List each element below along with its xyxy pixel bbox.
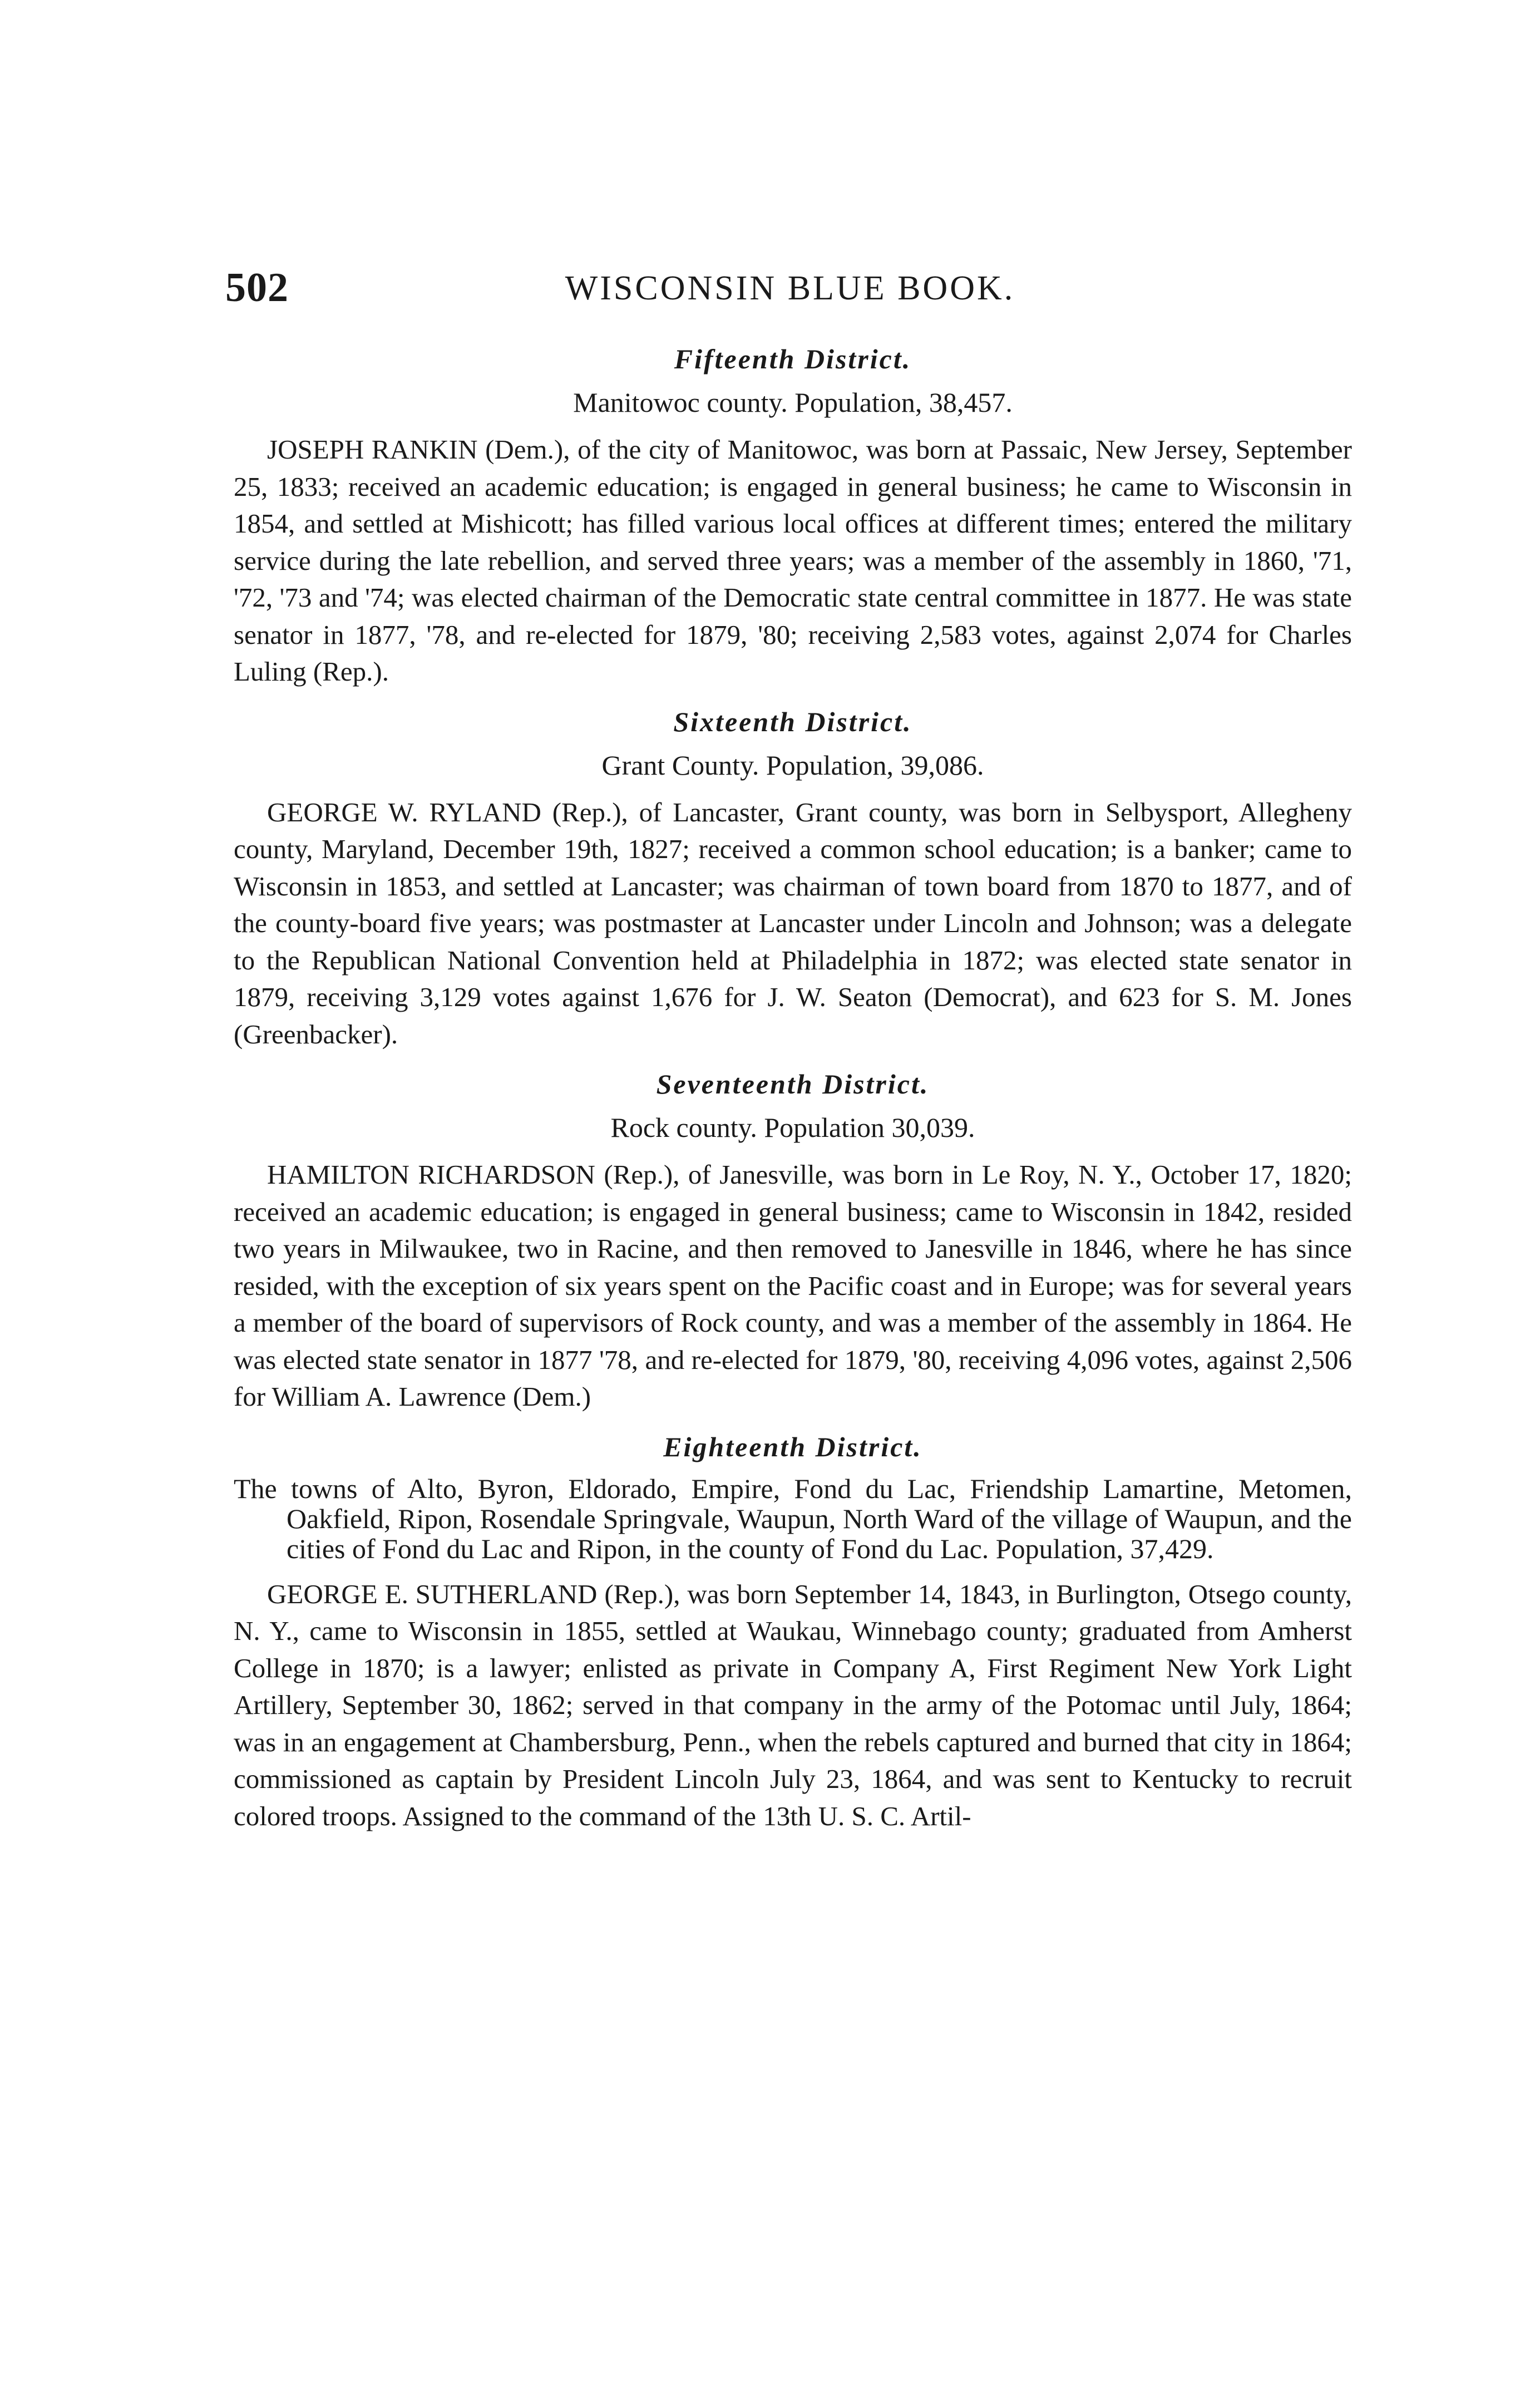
district-heading: Fifteenth District.: [674, 343, 912, 375]
district-heading: Seventeenth District.: [656, 1068, 930, 1100]
running-head: [225, 264, 1355, 314]
district-section-sixteenth: [234, 705, 1352, 1053]
district-population: Rock county. Population 30,039.: [610, 1112, 975, 1143]
senator-biography: HAMILTON RICHARDSON (Rep.), of Janesville, was born in Le Roy, N. Y., October 17, 1820; received an academic education; is engaged in general business; came to Wisconsin in 1842, resided two years in Milwaukee, two in Racine, and then removed to Janesville in 1846, where he has since resided, with the exception of six years spent on the Pacific coast and in Europe; was for several years a member of the board of supervisors of Rock county, and was a member of the assembly in 1864. He was elected state senator in 1877 '78, and re-elected for 1879, '80, receiving 4,096 votes, against 2,506 for William A. Lawrence (Dem.): [234, 1159, 1352, 1412]
district-section-seventeenth: [234, 1067, 1352, 1416]
district-population: Grant County. Population, 39,086.: [601, 749, 984, 781]
page-content: [234, 342, 1352, 1849]
page-number: 502: [225, 265, 289, 311]
district-section-fifteenth: [234, 342, 1352, 691]
district-heading: Eighteenth District.: [663, 1431, 922, 1462]
district-population: The towns of Alto, Byron, Eldorado, Empire, Fond du Lac, Friendship Lamartine, Metomen, Oakfield, Ripon, Rosendale Springvale, Waupun, North Ward of the village of Waupun, and the cities of Fond du Lac and Ripon, in the county of Fond du Lac. Population, 37,429.: [234, 1472, 1352, 1564]
district-population: Manitowoc county. Population, 38,457.: [573, 387, 1013, 418]
senator-biography: GEORGE W. RYLAND (Rep.), of Lancaster, Grant county, was born in Selbysport, Allegheny county, Maryland, December 19th, 1827; received a common school education; is a banker; came to Wisconsin in 1853, and settled at Lancaster; was chairman of town board from 1870 to 1877, and of the county-board five years; was postmaster at Lancaster under Lincoln and Johnson; was a delegate to the Republican National Convention held at Philadelphia in 1872; was elected state senator in 1879, receiving 3,129 votes against 1,676 for J. W. Seaton (Democrat), and 623 for S. M. Jones (Greenbacker).: [234, 796, 1352, 1050]
senator-biography: GEORGE E. SUTHERLAND (Rep.), was born September 14, 1843, in Burlington, Otsego county, N. Y., came to Wisconsin in 1855, settled at Waukau, Winnebago county; graduated from Amherst College in 1870; is a lawyer; enlisted as private in Company A, First Regiment New York Light Artillery, September 30, 1862; served in that company in the army of the Potomac until July, 1864; was in an engagement at Chambersburg, Penn., when the rebels captured and burned that city in 1864; commissioned as captain by President Lincoln July 23, 1864, and was sent to Kentucky to recruit colored troops. Assigned to the command of the 13th U. S. C. Artil-: [234, 1578, 1352, 1831]
district-heading: Sixteenth District.: [673, 706, 912, 737]
district-section-eighteenth: [234, 1430, 1352, 1835]
book-title: WISCONSIN BLUE BOOK.: [565, 269, 1015, 307]
senator-biography: JOSEPH RANKIN (Dem.), of the city of Manitowoc, was born at Passaic, New Jersey, September 25, 1833; received an academic education; is engaged in general business; he came to Wisconsin in 1854, and settled at Mishicott; has filled various local offices at different times; entered the military service during the late rebellion, and served three years; was a member of the assembly in 1860, '71, '72, '73 and '74; was elected chairman of the Democratic state central committee in 1877. He was state senator in 1877, '78, and re-elected for 1879, '80; receiving 2,583 votes, against 2,074 for Charles Luling (Rep.).: [234, 434, 1352, 687]
